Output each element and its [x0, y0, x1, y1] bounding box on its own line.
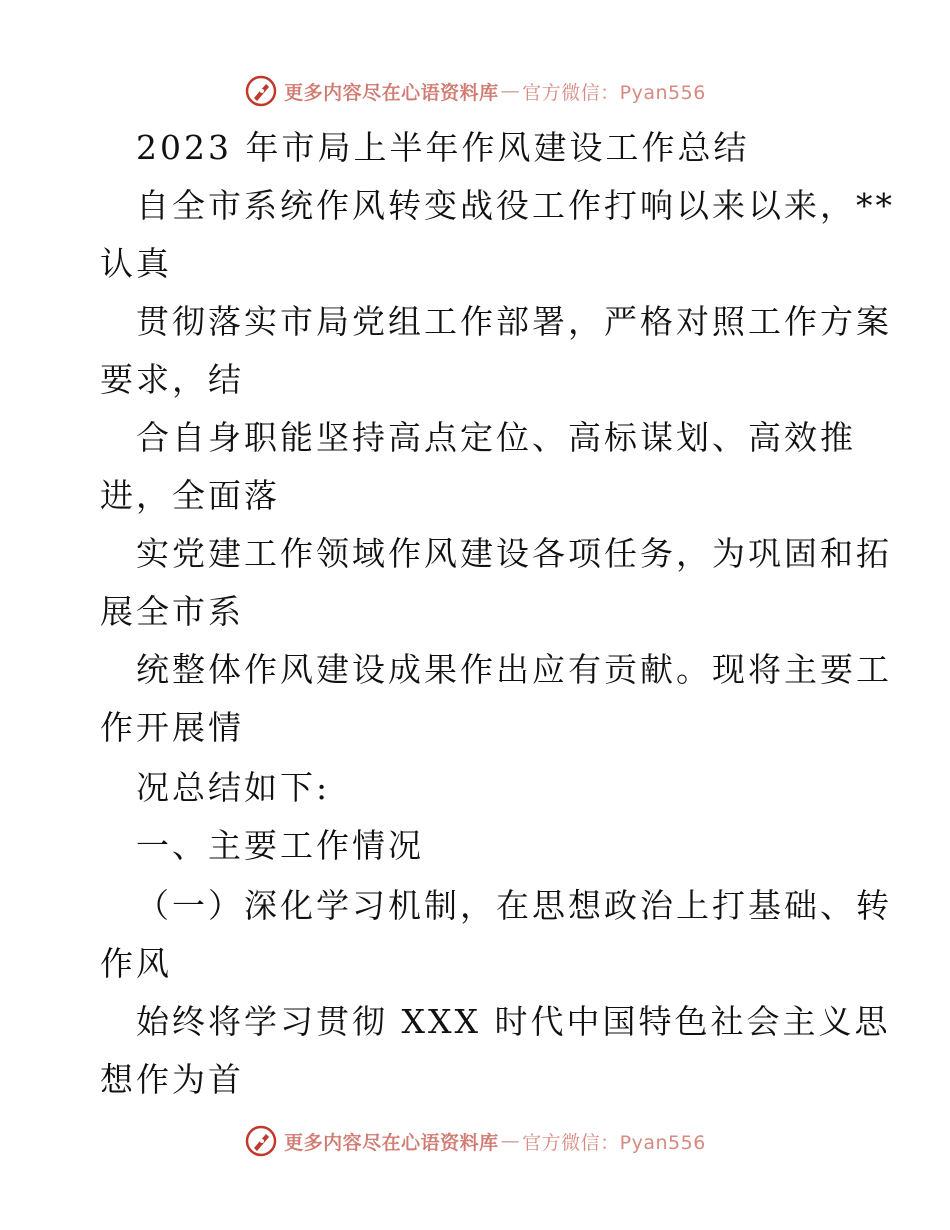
paragraph-line: 进，全面落 — [100, 476, 280, 515]
subsection-heading: （一）深化学习机制，在思想政治上打基础、转 — [136, 886, 892, 925]
watermark-main-text: 更多内容尽在心语资料库 — [284, 1131, 499, 1154]
pen-nib-logo-icon — [244, 74, 278, 108]
paragraph-line: 认真 — [100, 244, 172, 283]
section-heading: 一、主要工作情况 — [136, 826, 424, 865]
document-title: 2023 年市局上半年作风建设工作总结 — [136, 128, 750, 167]
paragraph-line: 贯彻落实市局党组工作部署，严格对照工作方案 — [136, 302, 892, 341]
paragraph-line: 作开展情 — [100, 708, 244, 747]
paragraph-line: 统整体作风建设成果作出应有贡献。现将主要工 — [136, 650, 892, 689]
paragraph-line: 想作为首 — [100, 1060, 244, 1099]
pen-nib-logo-icon — [244, 1124, 278, 1158]
header-watermark — [0, 74, 950, 108]
watermark-main-text: 更多内容尽在心语资料库 — [284, 81, 499, 104]
watermark-wechat-text: 官方微信：Pyan556 — [522, 1131, 706, 1154]
paragraph-line: 况总结如下: — [136, 768, 331, 807]
footer-watermark — [0, 1124, 950, 1158]
paragraph-line: 作风 — [100, 944, 172, 983]
paragraph-line: 展全市系 — [100, 592, 244, 631]
paragraph-line: 自全市系统作风转变战役工作打响以来以来，** — [136, 186, 895, 225]
paragraph-line: 要求，结 — [100, 360, 244, 399]
watermark-dash: — — [500, 1130, 521, 1152]
watermark-dash: — — [500, 80, 521, 102]
paragraph-line: 实党建工作领域作风建设各项任务，为巩固和拓 — [136, 534, 892, 573]
paragraph-line: 合自身职能坚持高点定位、高标谋划、高效推 — [136, 418, 856, 457]
watermark-wechat-text: 官方微信：Pyan556 — [522, 81, 706, 104]
paragraph-line: 始终将学习贯彻 XXX 时代中国特色社会主义思 — [136, 1002, 891, 1041]
